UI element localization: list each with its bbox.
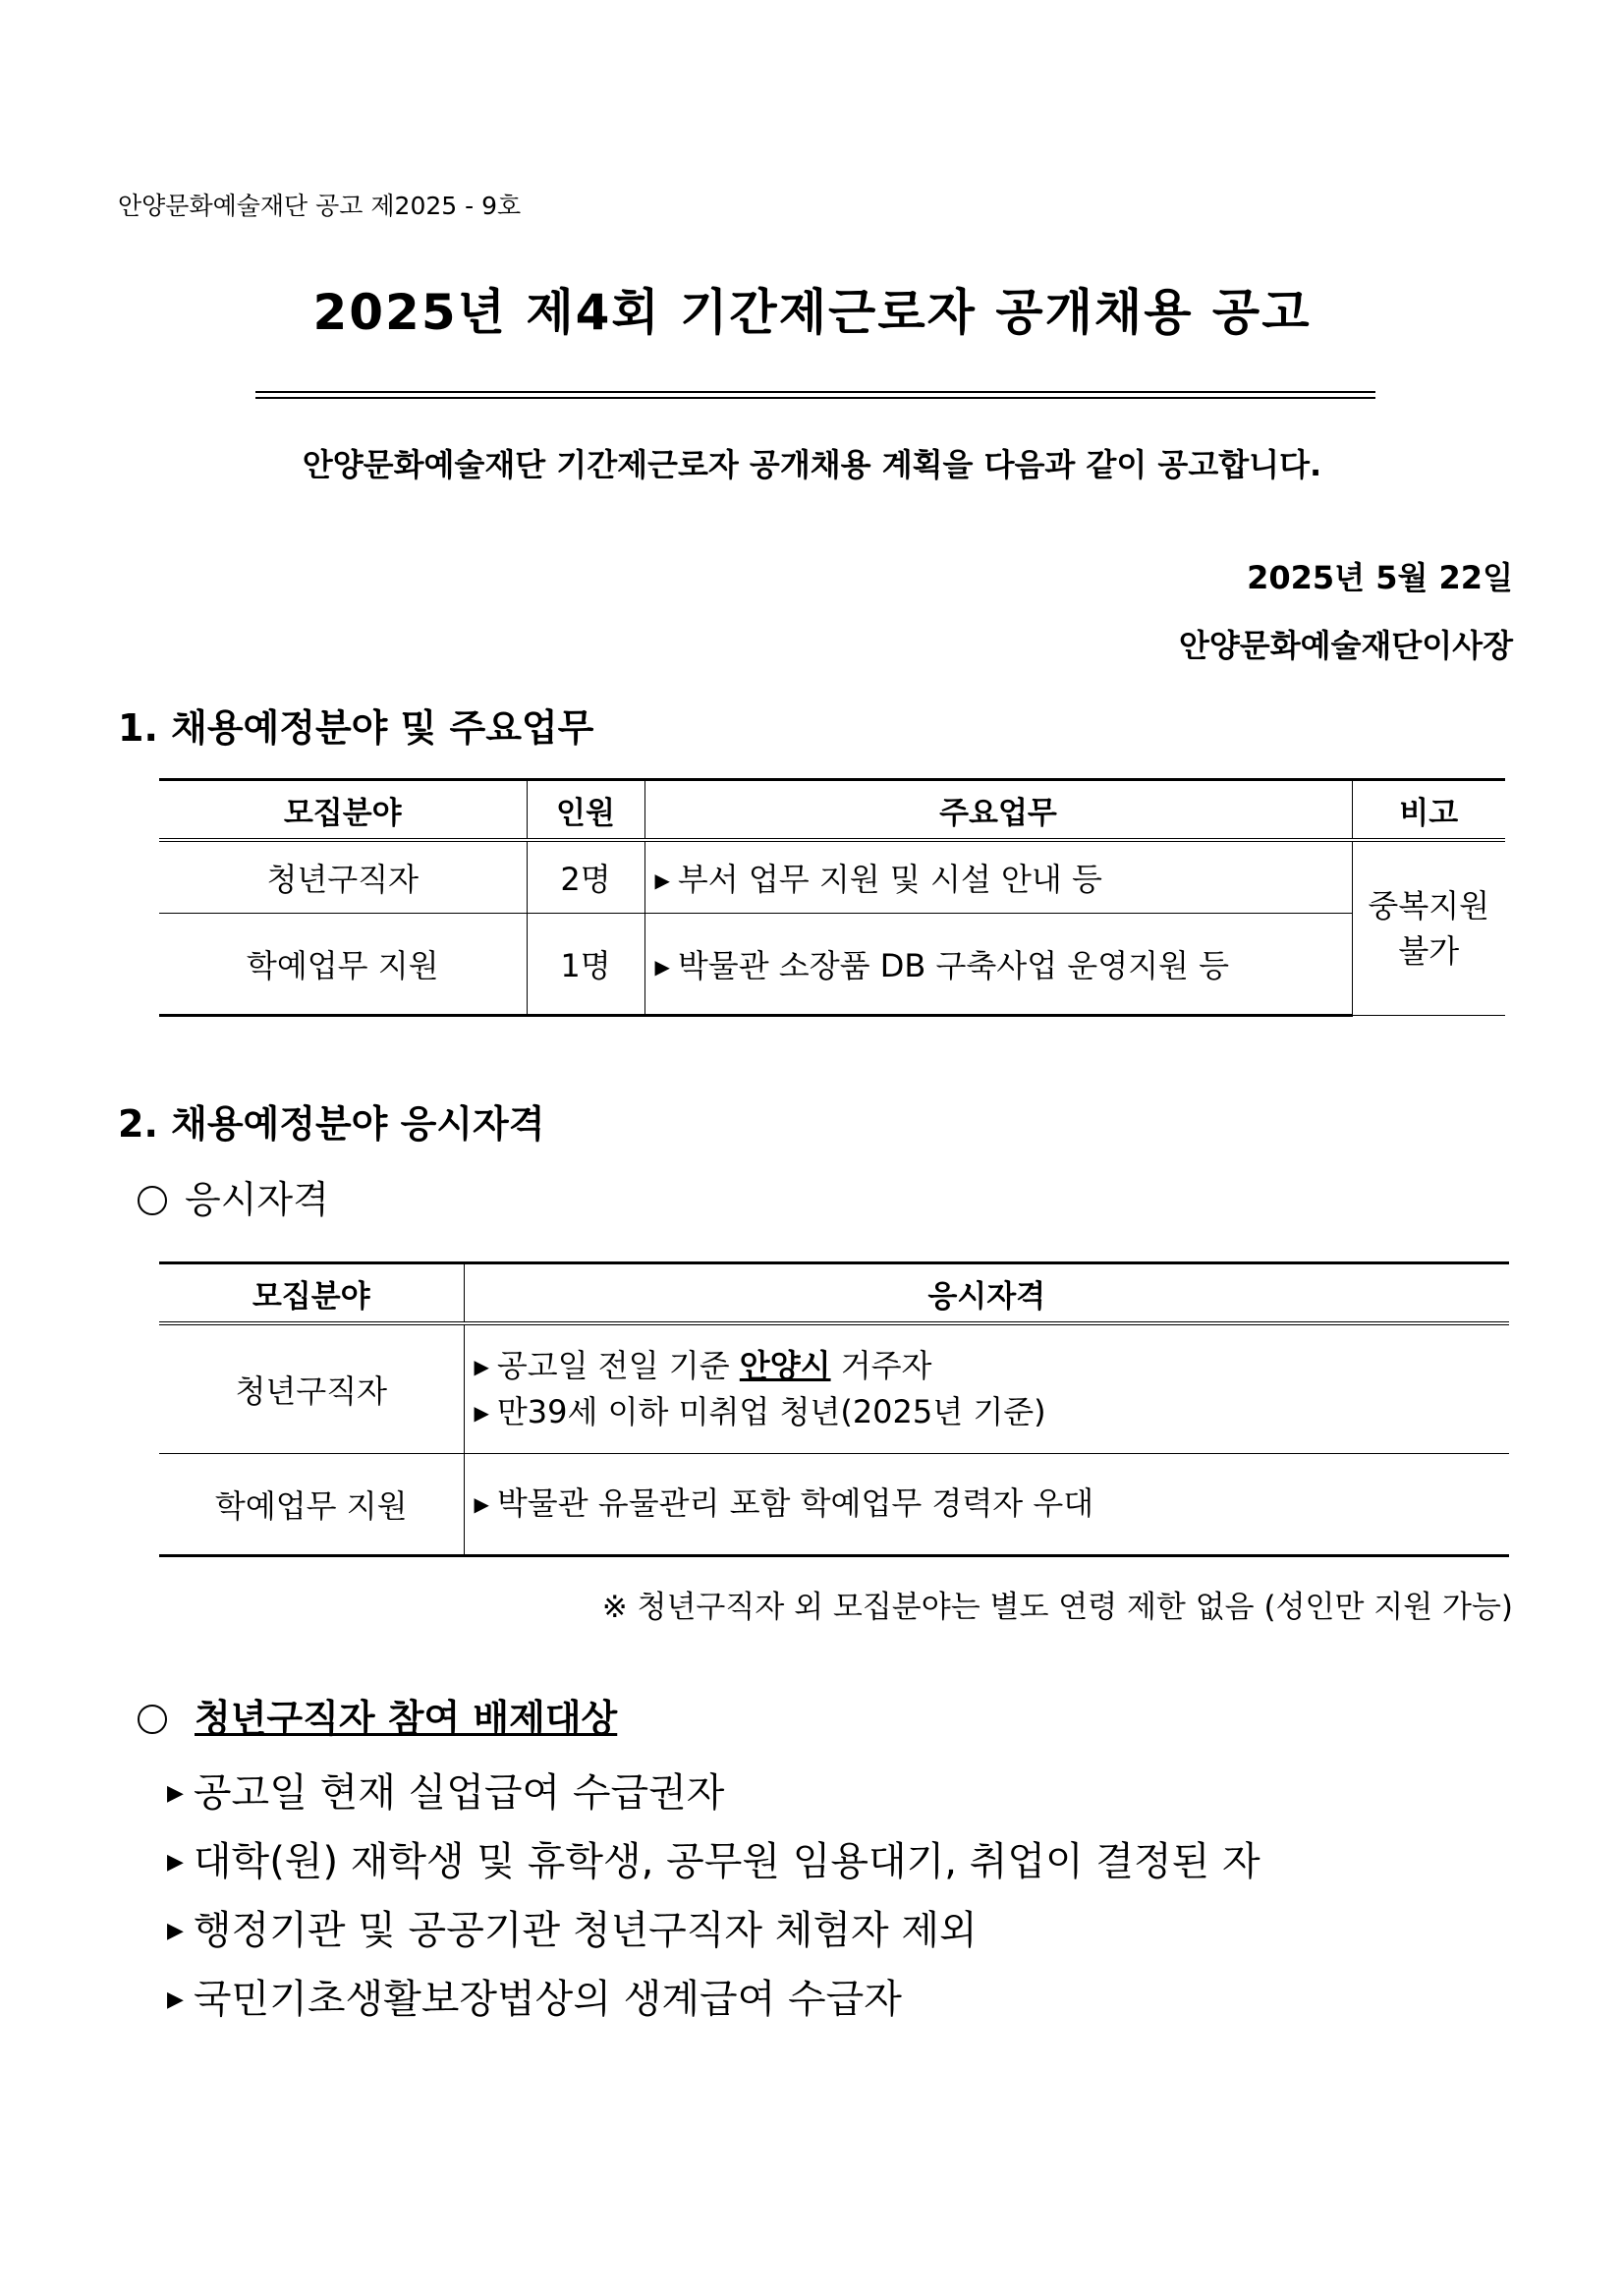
table-row — [159, 913, 1505, 1015]
issuer-name: 안양문화예술재단이사장 — [1178, 627, 1513, 664]
header-remark: 비고 — [1352, 780, 1505, 841]
duties-table — [159, 778, 1505, 1017]
header-qualification: 응시자격 — [464, 1263, 1509, 1324]
list-item: ▶ 대학(원) 재학생 및 휴학생, 공무원 임용대기, 취업이 결정된 자 — [167, 1839, 1260, 1884]
triangle-bullet-icon: ▶ — [654, 954, 670, 979]
triangle-bullet-icon: ▶ — [474, 1400, 489, 1425]
qualification-line: ▶ 박물관 유물관리 포함 학예업무 경력자 우대 — [474, 1484, 1094, 1522]
list-item: ▶ 국민기초생활보장법상의 생계급여 수급자 — [167, 1977, 902, 2022]
triangle-bullet-icon: ▶ — [654, 868, 670, 892]
count-cell: 1명 — [527, 913, 644, 1015]
field-cell: 청년구직자 — [159, 1323, 464, 1453]
section1-title: 1. 채용예정분야 및 주요업무 — [118, 706, 594, 750]
field-cell: 학예업무 지원 — [159, 913, 527, 1015]
triangle-bullet-icon: ▶ — [167, 1850, 184, 1875]
header-field: 모집분야 — [159, 780, 527, 841]
field-cell: 청년구직자 — [159, 840, 527, 913]
exclusion-title — [138, 1688, 617, 1742]
notice-number: 안양문화예술재단 공고 제2025 - 9호 — [118, 192, 522, 220]
qualification-line: ▶ 공고일 전일 기준 안양시 거주자 — [474, 1346, 932, 1384]
list-item: ▶ 행정기관 및 공공기관 청년구직자 체험자 제외 — [167, 1908, 978, 1953]
qualification-table — [159, 1261, 1509, 1557]
intro-text: 안양문화예술재단 기간제근로자 공개채용 계획을 다음과 같이 공고합니다. — [302, 446, 1322, 483]
notice-date: 2025년 5월 22일 — [1247, 559, 1513, 596]
table-row — [159, 1323, 1509, 1453]
table-header-row — [159, 780, 1505, 841]
table-row — [159, 840, 1505, 913]
section2-subtitle — [138, 1169, 329, 1223]
qualification-line: ▶ 만39세 이하 미취업 청년(2025년 기준) — [474, 1392, 1046, 1430]
duty-cell — [644, 913, 1352, 1015]
circle-icon — [138, 1705, 167, 1734]
page-title: 2025년 제4회 기간제근로자 공개채용 공고 — [312, 284, 1312, 341]
field-cell: 학예업무 지원 — [159, 1453, 464, 1555]
qualification-cell — [464, 1323, 1509, 1453]
table-header-row — [159, 1263, 1509, 1324]
triangle-bullet-icon: ▶ — [167, 1781, 184, 1806]
duty-text: 박물관 소장품 DB 구축사업 운영지원 등 — [677, 946, 1230, 984]
header-field: 모집분야 — [159, 1263, 464, 1324]
title-divider — [255, 391, 1375, 399]
triangle-bullet-icon: ▶ — [474, 1354, 489, 1378]
circle-icon — [138, 1186, 167, 1215]
triangle-bullet-icon: ▶ — [474, 1492, 489, 1516]
triangle-bullet-icon: ▶ — [167, 1988, 184, 2012]
duty-cell — [644, 840, 1352, 913]
triangle-bullet-icon: ▶ — [167, 1919, 184, 1943]
section2-title: 2. 채용예정분야 응시자격 — [118, 1102, 545, 1146]
age-note: ※ 청년구직자 외 모집분야는 별도 연령 제한 없음 (성인만 지원 가능) — [601, 1590, 1513, 1625]
emphasis-text: 안양시 — [739, 1346, 831, 1384]
subtitle-text: 응시자격 — [185, 1178, 329, 1221]
header-count: 인원 — [527, 780, 644, 841]
remark-line: 불가 — [1398, 931, 1460, 970]
table-row — [159, 1453, 1509, 1555]
qualification-cell — [464, 1453, 1509, 1555]
list-item: ▶ 공고일 현재 실업급여 수급권자 — [167, 1770, 725, 1816]
count-cell: 2명 — [527, 840, 644, 913]
remark-line: 중복지원 — [1368, 886, 1490, 924]
exclusion-list — [167, 1759, 1260, 2034]
remark-cell — [1352, 840, 1505, 1015]
header-duty: 주요업무 — [644, 780, 1352, 841]
duty-text: 부서 업무 지원 및 시설 안내 등 — [677, 860, 1102, 898]
exclusion-title-text: 청년구직자 참여 배제대상 — [195, 1697, 618, 1740]
